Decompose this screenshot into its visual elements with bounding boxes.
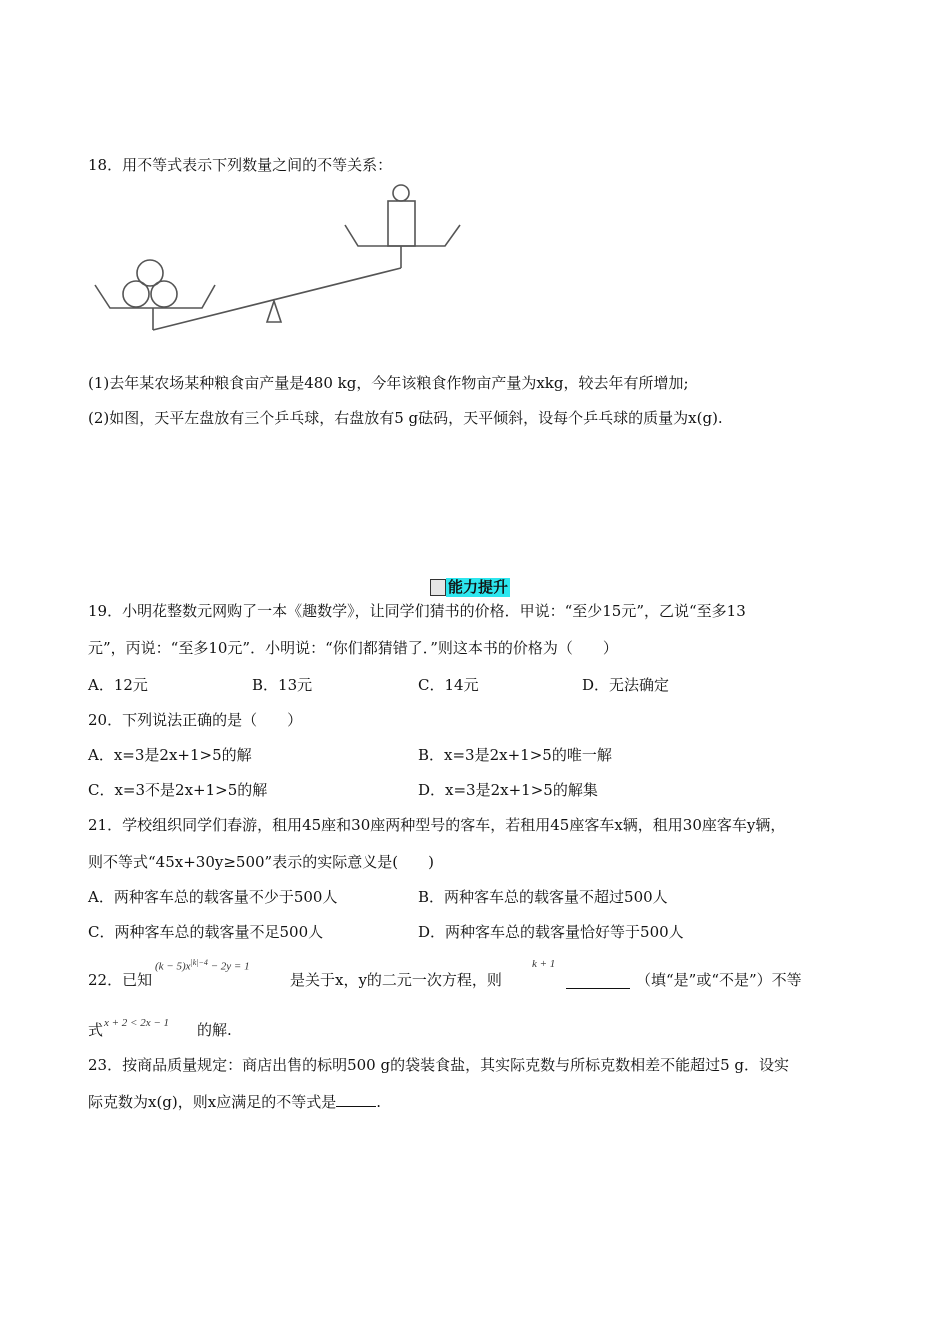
q22-prefix: 22．已知 [88,971,153,989]
q21-option-a: A．两种客车总的载客量不少于500人 [88,888,338,906]
q18-stem: 18．用不等式表示下列数量之间的不等关系： [88,156,393,174]
section-title [430,577,510,597]
weight-block [388,201,415,246]
q19-line2: 元”，丙说：“至多10元”．小明说：“你们都猜错了．”则这本书的价格为（ ） [88,639,618,657]
q22-line2-suffix: 的解. [197,1021,232,1039]
q22-middle: 是关于x，y的二元一次方程，则 [290,971,502,989]
q23-line2-end: . [376,1093,382,1111]
q20-option-a: A．x=3是2x+1>5的解 [88,746,252,764]
q21-line1: 21．学校组织同学们春游，租用45座和30座两种型号的客车，若租用45座客车x辆，租用30座客车y辆， [88,816,786,834]
q18-part1: (1)去年某农场某种粮食亩产量是480 kg，今年该粮食作物亩产量为xkg，较去年有所增加; [88,374,689,392]
section-marker-icon [430,579,446,596]
q22-formula2: k + 1 [532,958,556,970]
left-pan [95,285,215,308]
q20-option-b: B．x=3是2x+1>5的唯一解 [418,746,612,764]
ping-pong-ball [123,281,149,307]
fulcrum [267,301,281,322]
q21-option-d: D．两种客车总的载客量恰好等于500人 [418,923,684,941]
q23-line2-text: 际克数为x(g)，则x应满足的不等式是 [88,1093,337,1111]
q19-option-c: C．14元 [418,676,479,694]
beam [153,268,401,330]
ping-pong-ball [151,281,177,307]
q23-answer-blank[interactable] [336,1092,376,1107]
q19-option-a: A．12元 [88,676,148,694]
q20-option-d: D．x=3是2x+1>5的解集 [418,781,598,799]
q19-line1: 19．小明花整数元网购了一本《趣数学》，让同学们猜书的价格．甲说：“至少15元”，乙说“至多13 [88,602,746,620]
q20-stem: 20．下列说法正确的是（ ） [88,711,303,729]
q22-formula1 [155,958,250,973]
q21-option-c: C．两种客车总的载客量不足500人 [88,923,324,941]
q22-formula1-base: (k − 5)x [155,960,191,973]
q18-part2: (2)如图，天平左盘放有三个乒乓球，右盘放有5 g砝码，天平倾斜，设每个乒乓球的质量为x(g). [88,409,723,427]
small-ball [393,185,409,201]
q22-formula1-exponent: |k|−4 [190,958,208,967]
q22-formula3: x + 2 < 2x − 1 [104,1017,170,1029]
q19-option-b: B．13元 [252,676,313,694]
q21-line2: 则不等式“45x+30y≥500”表示的实际意义是( ) [88,853,434,871]
q22-line2-prefix: 式 [88,1021,104,1039]
q19-option-d: D．无法确定 [582,676,670,694]
right-pan [345,225,460,246]
q22-answer-blank[interactable] [566,974,630,989]
section-title-text: 能力提升 [448,577,509,596]
q22-formula1-rest: − 2y = 1 [207,960,250,973]
q20-option-c: C．x=3不是2x+1>5的解 [88,781,268,799]
q23-line1: 23．按商品质量规定：商店出售的标明500 g的袋装食盐，其实际克数与所标克数相差不能超过5 g．设实 [88,1056,790,1074]
balance-scale-figure [90,180,470,340]
q21-option-b: B．两种客车总的载客量不超过500人 [418,888,668,906]
q22-suffix: （填“是”或“不是”）不等 [636,971,802,989]
q23-line2 [88,1092,381,1112]
